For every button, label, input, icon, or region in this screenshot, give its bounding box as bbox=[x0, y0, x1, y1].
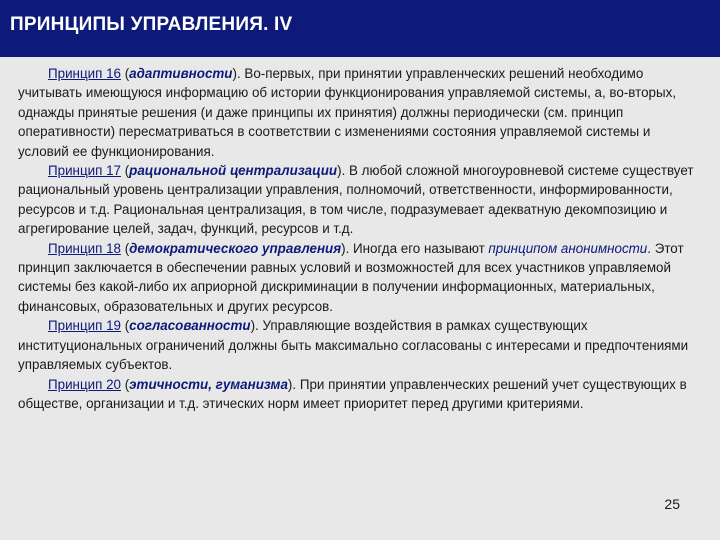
paren-open: ( bbox=[120, 240, 130, 256]
paren-open: ( bbox=[120, 318, 130, 334]
principle-term: адаптивности bbox=[129, 66, 233, 81]
principle-19 bbox=[18, 316, 701, 374]
paren-close: ). bbox=[232, 66, 241, 81]
principle-text: Во-первых, при принятии управленческих решений необходимо учитывать имеющуюся информацию об истории функционирования управляемой системы, а, во-вторых, однажды принятые решения (и даже принципы их принятия) должны периодически (см. принцип оперативности) пересматриваться в соответствии с изменениями состояния управляемой системы и условий ее функционирования. bbox=[18, 66, 677, 159]
principle-lead: Принцип 16 bbox=[48, 66, 121, 81]
slide-body bbox=[18, 64, 701, 413]
principle-emphasis: принципом анонимности bbox=[488, 240, 648, 256]
principle-lead: Принцип 19 bbox=[48, 318, 121, 334]
principle-text: При принятии управленческих решений учет существующих в обществе, организации и т.д. этических норм имеет приоритет перед другими критериями. bbox=[18, 376, 687, 411]
paren-close: ). bbox=[287, 376, 297, 392]
principle-17 bbox=[18, 161, 701, 239]
paren-open: ( bbox=[120, 376, 130, 392]
principle-20 bbox=[18, 375, 701, 414]
principle-lead: Принцип 17 bbox=[48, 163, 121, 179]
paren-close: ). bbox=[250, 318, 259, 334]
principle-text: . Этот принцип заключается в обеспечении равных условий и возможностей для всех участников управляемой системы без какой-либо их априорной дискриминации в получении информационных, материальных, финансовых, образовательных и других ресурсов. bbox=[18, 240, 684, 314]
principle-lead: Принцип 18 bbox=[48, 240, 121, 256]
paren-open: ( bbox=[120, 66, 130, 81]
principle-term: согласованности bbox=[129, 318, 251, 334]
principle-text: В любой сложной многоуровневой системе существует рациональный уровень централизации управления, полномочий, ответственности, информированности, ресурсов и т.д. Рациональная централизация, в том числе, подразумевает адекватную декомпозицию и агрегирование целей, задач, функций, ресурсов и т.д. bbox=[18, 163, 694, 237]
principle-term: демократического управления bbox=[129, 240, 342, 256]
principle-text: Иногда его называют bbox=[349, 240, 489, 256]
paren-close: ). bbox=[341, 240, 350, 256]
page-number: 25 bbox=[664, 496, 680, 512]
principle-term: этичности, гуманизма bbox=[129, 376, 288, 392]
principle-16 bbox=[18, 64, 701, 161]
principle-term: рациональной централизации bbox=[129, 163, 338, 179]
paren-close: ). bbox=[337, 163, 346, 179]
principle-18 bbox=[18, 239, 701, 317]
principle-text: Управляющие воздействия в рамках существующих институциональных ограничений должны быть максимально согласованы с интересами и предпочтениями управляемых субъектов. bbox=[18, 318, 689, 373]
paren-open: ( bbox=[120, 163, 130, 179]
principle-lead: Принцип 20 bbox=[48, 376, 121, 392]
title-bar bbox=[0, 0, 720, 57]
slide-title: ПРИНЦИПЫ УПРАВЛЕНИЯ. IV bbox=[10, 14, 293, 35]
